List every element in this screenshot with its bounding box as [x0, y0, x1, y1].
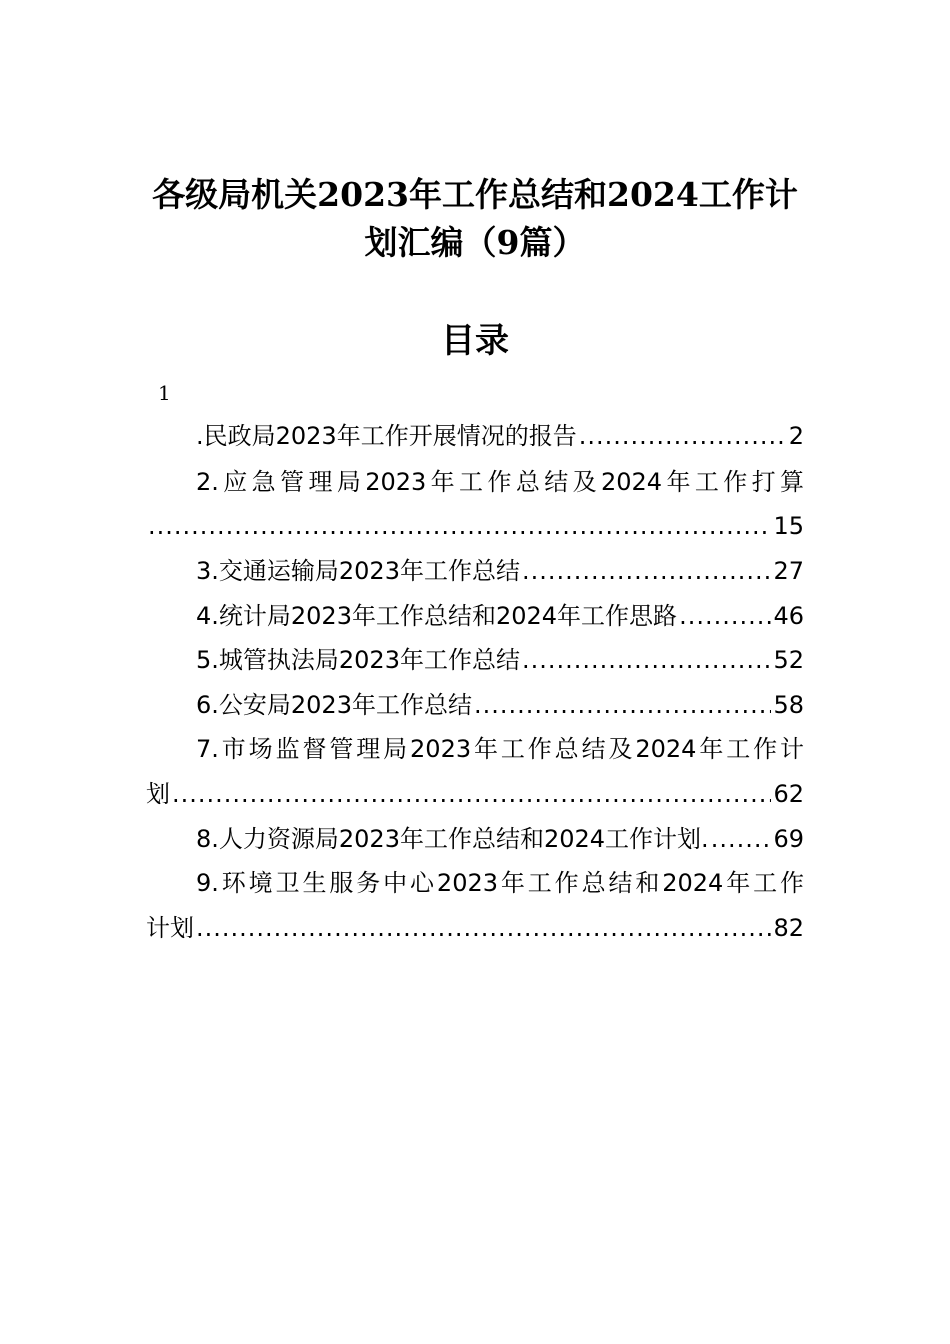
document-title-line-1: 各级局机关2023年工作总结和2024工作计 — [152, 175, 798, 214]
toc-heading: 目录 — [441, 321, 509, 361]
toc-entry-2-line-2[interactable] — [146, 510, 804, 542]
toc-entry-page: 62 — [773, 780, 804, 808]
toc-entry-4[interactable] — [196, 600, 804, 632]
toc-entry-title: .民政局2023年工作开展情况的报告 — [196, 422, 577, 450]
toc-leader-dots — [579, 420, 787, 452]
toc-entry-1[interactable] — [196, 420, 804, 452]
page-number-label: 1 — [158, 381, 171, 405]
toc-entry-title: 8.人力资源局2023年工作总结和2024工作计划. — [196, 825, 709, 853]
toc-entry-title: 划 — [146, 780, 170, 808]
toc-entry-page: 27 — [773, 557, 804, 585]
toc-entry-6[interactable] — [196, 689, 804, 721]
toc-entry-9-line-2[interactable] — [146, 912, 804, 944]
toc-entry-page: 52 — [773, 646, 804, 674]
toc-entry-title: 4.统计局2023年工作总结和2024年工作思路 — [196, 602, 678, 630]
toc-entry-title: 6.公安局2023年工作总结 — [196, 691, 472, 719]
toc-leader-dots — [522, 644, 771, 676]
toc-entry-9-line-1[interactable]: 9.环境卫生服务中心2023年工作总结和2024年工作 — [196, 869, 804, 897]
toc-entry-page: 15 — [773, 512, 804, 540]
toc-entry-page: 46 — [773, 602, 804, 630]
toc-entry-2-line-1[interactable]: 2.应急管理局2023年工作总结及2024年工作打算 — [196, 468, 804, 496]
toc-leader-dots — [711, 823, 772, 855]
toc-entry-page: 58 — [773, 691, 804, 719]
toc-leader-dots — [474, 689, 771, 721]
toc-leader-dots — [172, 778, 771, 810]
toc-leader-dots — [679, 600, 771, 632]
toc-entry-title: 3.交通运输局2023年工作总结 — [196, 557, 520, 585]
toc-leader-dots — [196, 912, 771, 944]
document-title-line-2: 划汇编（9篇） — [364, 223, 586, 262]
toc-entry-7-line-1[interactable]: 7.市场监督管理局2023年工作总结及2024年工作计 — [196, 735, 804, 763]
toc-entry-page: 2 — [788, 422, 804, 450]
toc-entry-3[interactable] — [196, 555, 804, 587]
toc-leader-dots — [522, 555, 771, 587]
toc-entry-page: 69 — [773, 825, 804, 853]
toc-entry-title: 5.城管执法局2023年工作总结 — [196, 646, 520, 674]
toc-entry-title: 计划 — [146, 914, 194, 942]
toc-entry-page: 82 — [773, 914, 804, 942]
toc-entry-5[interactable] — [196, 644, 804, 676]
toc-leader-dots — [148, 510, 771, 542]
toc-entry-8[interactable] — [196, 823, 804, 855]
toc-entry-7-line-2[interactable] — [146, 778, 804, 810]
